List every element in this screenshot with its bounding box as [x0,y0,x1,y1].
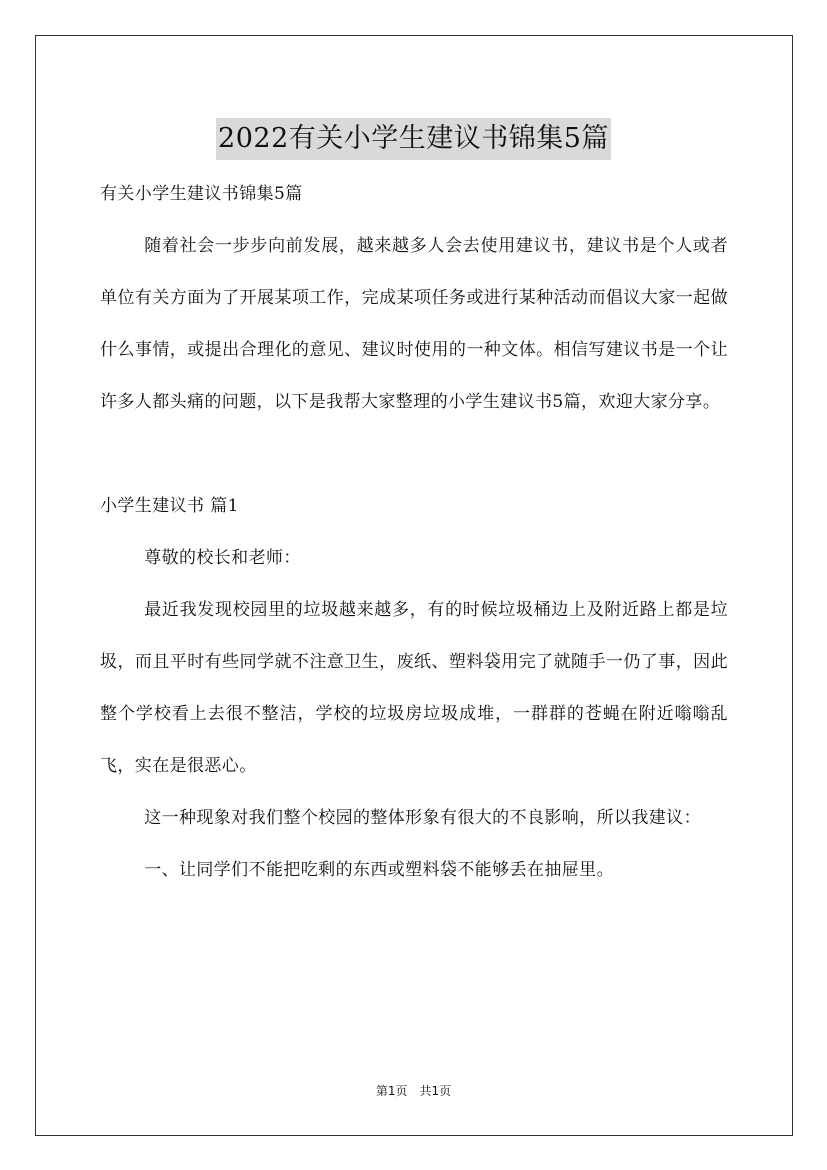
document-title: 2022有关小学生建议书锦集5篇 [216,118,611,160]
salutation: 尊敬的校长和老师： [144,548,301,568]
page-number-total: 共1页 [419,1084,452,1098]
body-paragraph-3: 一、让同学们不能把吃剩的东西或塑料袋不能够丢在抽屉里。 [144,860,614,880]
page-footer [0,1083,827,1099]
section-heading: 小学生建议书 篇1 [100,496,239,516]
document-subtitle: 有关小学生建议书锦集5篇 [100,184,303,204]
document-body [100,168,728,896]
page-number-current: 第1页 [375,1084,408,1098]
title-container [0,100,827,178]
intro-paragraph: 随着社会一步步向前发展，越来越多人会去使用建议书，建议书是个人或者单位有关方面为了开展某项工作，完成某项任务或进行某种活动而倡议大家一起做什么事情，或提出合理化的意见、建议时使用的一种文体。相信写建议书是一个让许多人都头痛的问题，以下是我帮大家整理的小学生建议书5篇，欢迎大家分享。 [100,236,728,412]
body-paragraph-2: 这一种现象对我们整个校园的整体形象有很大的不良影响，所以我建议： [144,808,701,828]
body-paragraph-1: 最近我发现校园里的垃圾越来越多，有的时候垃圾桶边上及附近路上都是垃圾，而且平时有些同学就不注意卫生，废纸、塑料袋用完了就随手一仍了事，因此整个学校看上去很不整洁，学校的垃圾房垃圾成堆，一群群的苍蝇在附近嗡嗡乱飞，实在是很恶心。 [100,600,728,776]
